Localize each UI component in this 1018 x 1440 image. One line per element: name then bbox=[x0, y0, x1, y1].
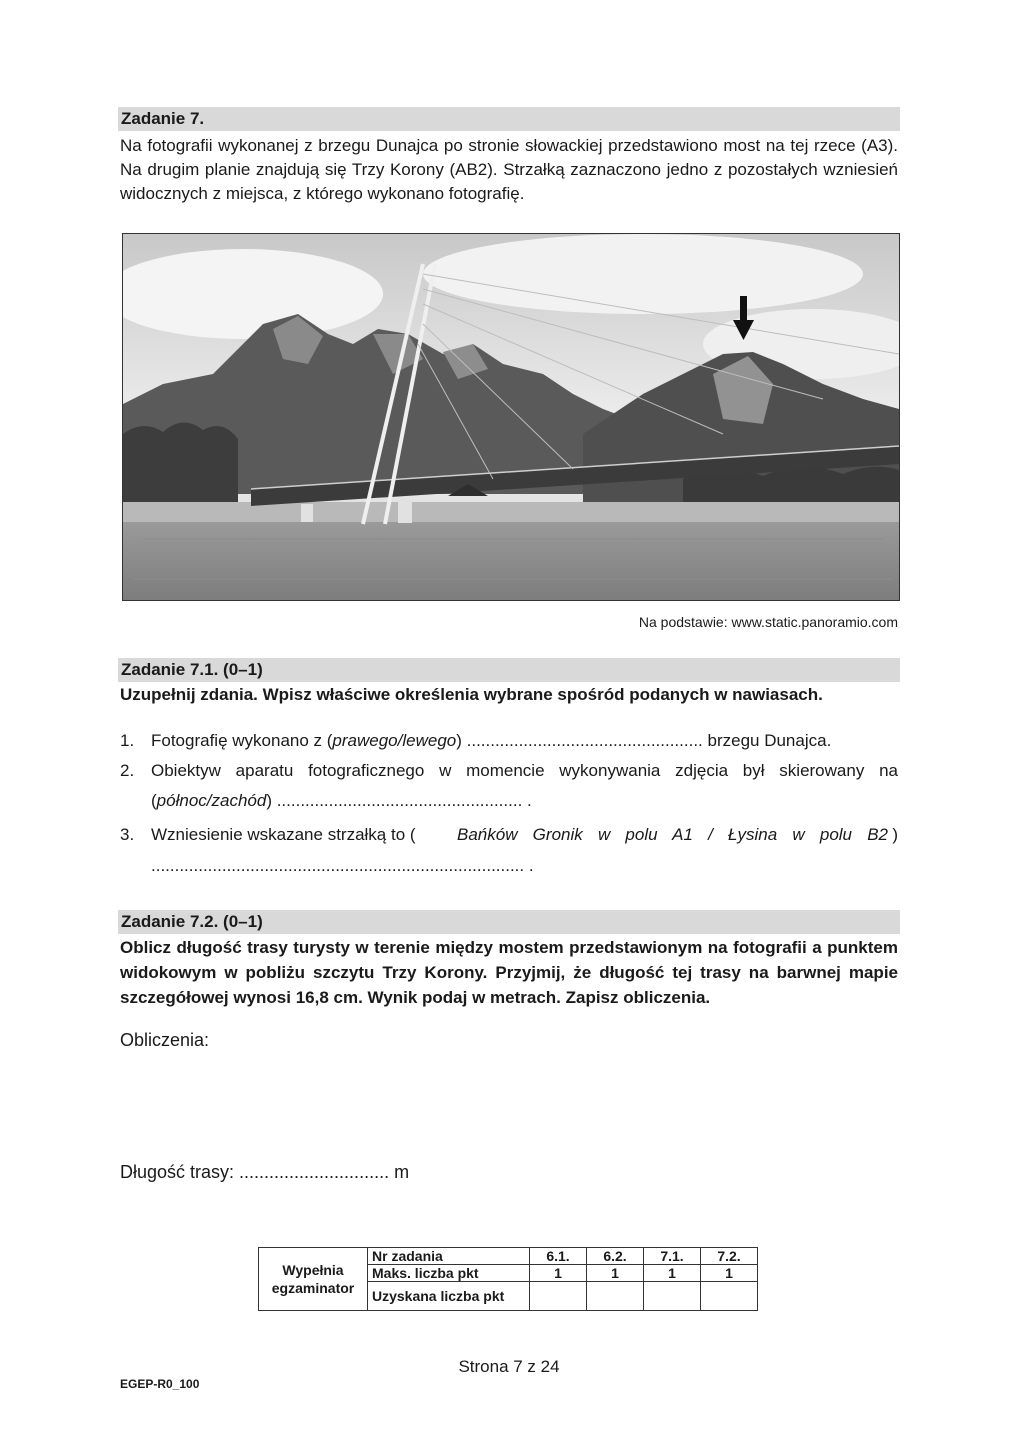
item-number: 1. bbox=[120, 731, 135, 750]
bridge-photo bbox=[122, 233, 900, 601]
item-options: Bańków Gronik w polu A1 / Łysina w polu B2 bbox=[457, 825, 888, 844]
item-answer-blank[interactable]: ) .................................................... . bbox=[266, 791, 532, 810]
calc-label: Obliczenia: bbox=[120, 1030, 210, 1050]
item-answer-blank[interactable]: ) .................................................. brzegu Dunajca. bbox=[456, 731, 832, 750]
task-number-label: Nr zadania bbox=[368, 1248, 530, 1265]
obtained-points-cell[interactable] bbox=[644, 1282, 701, 1311]
obtained-points-cell[interactable] bbox=[530, 1282, 587, 1311]
exam-code: EGEP-R0_100 bbox=[120, 1377, 200, 1391]
item-options: prawego/lewego bbox=[332, 731, 457, 750]
page-number: Strona 7 z 24 bbox=[458, 1357, 560, 1376]
item-text-pre: Wzniesienie wskazane strzałką to ( bbox=[151, 825, 416, 844]
max-points-cell: 1 bbox=[530, 1265, 587, 1282]
task71-item-1 bbox=[120, 728, 898, 754]
task7-heading: Zadanie 7. bbox=[118, 107, 900, 131]
task-number-cell: 6.2. bbox=[587, 1248, 644, 1265]
task72-instruction: Oblicz długość trasy turysty w terenie między mostem przedstawionym na fotografii a punktem widokowym w pobliżu szczytu Trzy Korony. Przyjmij, że długość tej trasy na barwnej mapie szczegółowej wynosi 16,8 cm. Wynik podaj w metrach. Zapisz obliczenia. bbox=[120, 938, 898, 1007]
item-text-pre: Fotografię wykonano z ( bbox=[151, 731, 333, 750]
item-number: 2. bbox=[120, 761, 135, 780]
item-paren-open: ( bbox=[151, 791, 157, 810]
max-points-cell: 1 bbox=[587, 1265, 644, 1282]
item-number: 3. bbox=[120, 825, 135, 844]
obtained-points-label: Uzyskana liczba pkt bbox=[368, 1282, 530, 1311]
item-answer-blank[interactable]: ............................................................................... . bbox=[151, 856, 534, 875]
item-options: północ/zachód bbox=[156, 791, 267, 810]
task72-heading: Zadanie 7.2. (0–1) bbox=[118, 910, 900, 934]
item-text-line1: Obiektyw aparatu fotograficznego w momencie wykonywania zdjęcia był skierowany na bbox=[151, 761, 898, 780]
task71-item-3 bbox=[120, 822, 898, 878]
task71-item-2 bbox=[120, 758, 898, 814]
max-points-cell: 1 bbox=[644, 1265, 701, 1282]
photo-source: Na podstawie: www.static.panoramio.com bbox=[638, 614, 898, 630]
max-points-cell: 1 bbox=[701, 1265, 758, 1282]
task71-instruction: Uzupełnij zdania. Wpisz właściwe określenia wybrane spośród podanych w nawiasach. bbox=[120, 685, 823, 704]
calc-area[interactable] bbox=[120, 1056, 898, 1156]
max-points-label: Maks. liczba pkt bbox=[368, 1265, 530, 1282]
task71-heading: Zadanie 7.1. (0–1) bbox=[118, 658, 900, 682]
obtained-points-cell[interactable] bbox=[587, 1282, 644, 1311]
examiner-table bbox=[258, 1247, 758, 1311]
task-number-cell: 7.2. bbox=[701, 1248, 758, 1265]
task-number-cell: 7.1. bbox=[644, 1248, 701, 1265]
examiner-fill-label: Wypełnia egzaminator bbox=[259, 1248, 368, 1311]
task7-intro: Na fotografii wykonanej z brzegu Dunajca po stronie słowackiej przedstawiono most na tej rzece (A3). Na drugim planie znajdują się Trzy Korony (AB2). Strzałką zaznaczono jedno z pozostałych wzniesień widocznych z miejsca, z którego wykonano fotografię. bbox=[120, 136, 898, 203]
obtained-points-cell[interactable] bbox=[701, 1282, 758, 1311]
item-paren-close: ) bbox=[892, 825, 898, 844]
route-length-answer[interactable]: Długość trasy: .............................. m bbox=[120, 1162, 410, 1182]
task-number-cell: 6.1. bbox=[530, 1248, 587, 1265]
